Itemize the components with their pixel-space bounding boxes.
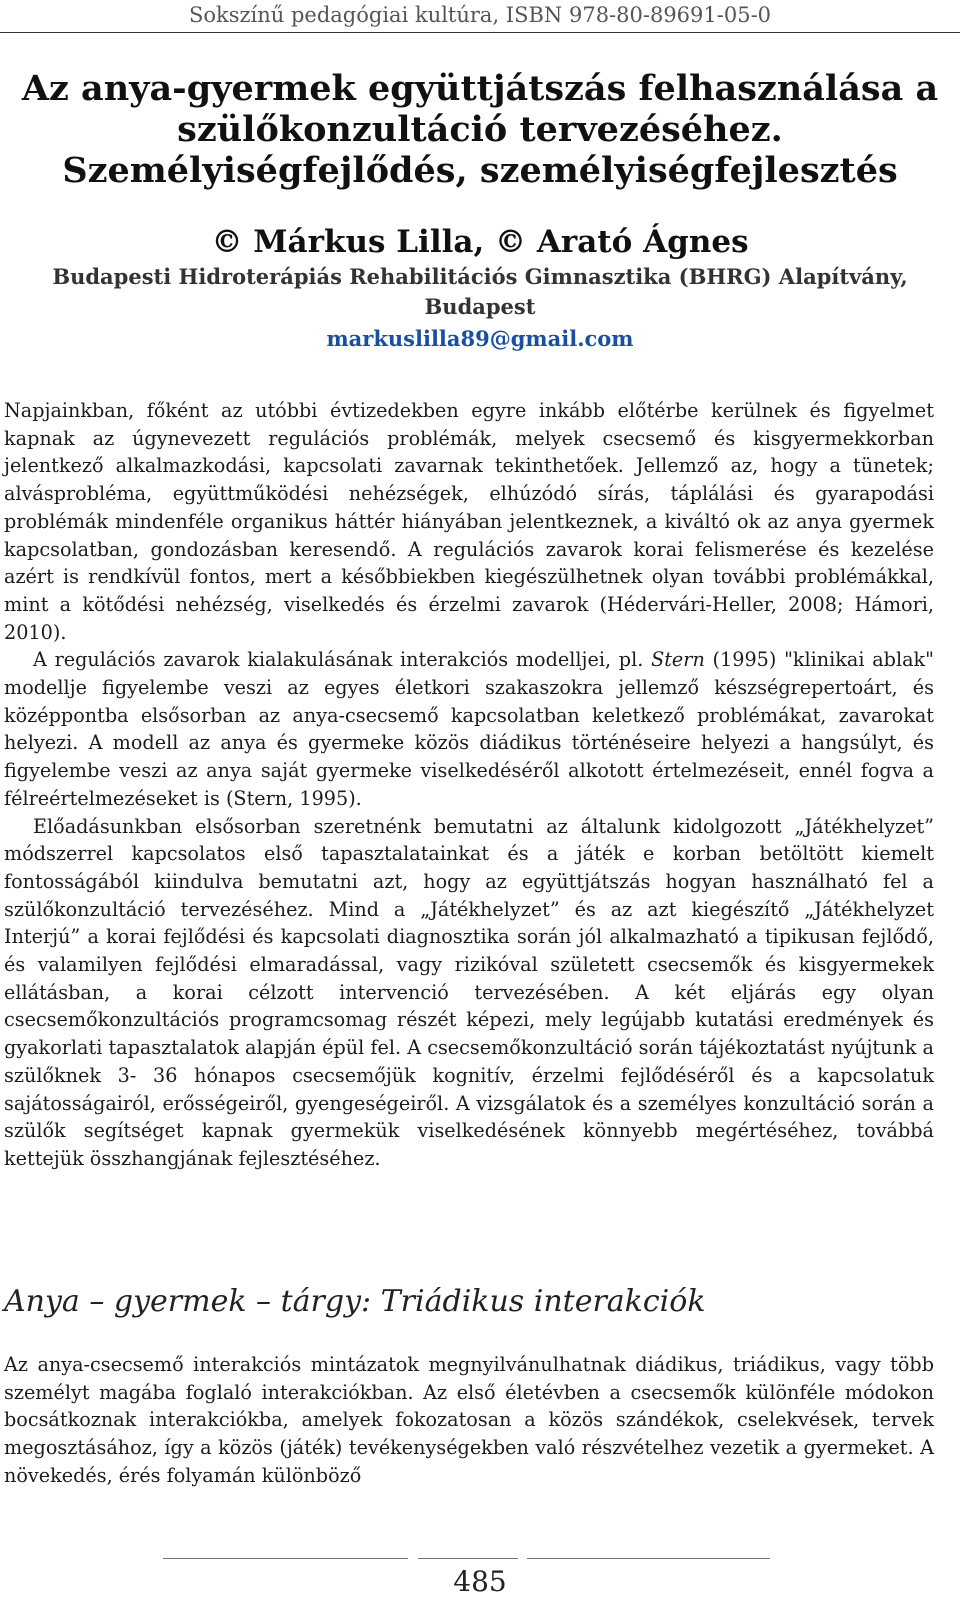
title-line-3: Személyiségfejlődés, személyiségfejlesztés [62,150,898,191]
section-paragraph: Az anya-csecsemő interakciós mintázatok megnyilvánulhatnak diádikus, triádikus, vagy több személyt magába foglaló interakciókban. Az első életévben a csecsemők különféle módokon bocsátkoznak interakciókba, amelyek fokozatosan a közös szándékok, cselekvések, tervek megosztásához, így a közös (játék) tevékenységekben való részvételhez vezetik a gyermeket. A növekedés, érés folyamán különböző [4,1353,934,1487]
paragraph-2 [4,646,934,812]
section-heading: Anya – gyermek – tárgy: Triádikus interakciók [4,1284,706,1319]
section-body [4,1351,934,1490]
authors: © Márkus Lilla, © Arató Ágnes [211,224,749,260]
footer-rule-right [527,1558,770,1559]
title-line-1: Az anya-gyermek együttjátszás felhasználása a [21,68,939,109]
paragraph-2-after: (1995) "klinikai ablak" modellje figyelembe veszi az egyes életkori szakaszokra jellemző készségrepertoárt, és középpontba elsősorban az anya-csecsemő kapcsolatban keletkező problémákat, zavarokat helyezi. A modell az anya és gyermeke közös diádikus történéseire helyezi a hangsúlyt, és figyelembe veszi az anya saját gyermeke viselkedéséről alkotott értelmezéseit, ennél fogva a félreértelmezéseket is (Stern, 1995). [4,648,934,810]
affiliation-line-2: Budapest [424,294,536,319]
running-header: Sokszínű pedagógiai kultúra, ISBN 978-80-89691-05-0 [188,3,772,27]
footer-rule-left [163,1558,408,1559]
citation-stern: Stern [651,648,705,672]
paragraph-2-before: A regulációs zavarok kialakulásának interakciós modelljei, pl. [33,648,652,672]
affiliation-line-1: Budapesti Hidroterápiás Rehabilitációs Gimnasztika (BHRG) Alapítvány, [52,264,908,289]
paragraph-1: Napjainkban, főként az utóbbi évtizedekben egyre inkább előtérbe kerülnek és figyelmet kapnak az úgynevezett regulációs problémák, melyek csecsemő és kisgyermekkorban jelentkező alkalmazkodási, kapcsolati zavarnak tekinthetőek. Jellemző az, hogy a tünetek; alvásprobléma, együttműködési nehézségek, elhúzódó sírás, táplálási és gyarapodási problémák mindenféle organikus háttér hiányában jelentkeznek, a kiváltó ok az anya gyermek kapcsolatban, gondozásban keresendő. A regulációs zavarok korai felismerése és kezelése azért is rendkívül fontos, mert a későbbiekben kiegészülhetnek olyan további problémákkal, mint a kötődési nehézség, viselkedés és érzelmi zavarok (Hédervári-Heller, 2008; Hámori, 2010). [4,399,934,644]
header-rule [0,32,960,33]
email-link[interactable]: markuslilla89@gmail.com [326,326,634,351]
paper-title [0,68,960,191]
page-number: 485 [453,1565,507,1598]
abstract-body [4,397,934,1173]
paragraph-3: Előadásunkban elsősorban szeretnénk bemutatni az általunk kidolgozott „Játékhelyzet” módszerrel kapcsolatos első tapasztalatainkat és a játék e korban betöltött kiemelt fontosságából kiindulva bemutatni azt, hogy az együttjátszás hogyan használható fel a szülőkonzultáció tervezéséhez. Mind a „Játékhelyzet” és az azt kiegészítő „Játékhelyzet Interjú” a korai fejlődési és kapcsolati diagnosztika során jól alkalmazható a tipikusan fejlődő, és valamilyen fejlődési elmaradással, vagy rizikóval született csecsemők és kisgyermekek ellátásban, a korai célzott intervenció tervezésében. A két eljárás egy olyan csecsemőkonzultációs programcsomag részét képezi, mely legújabb kutatási eredmények és gyakorlati tapasztalatok alapján épül fel. A csecsemőkonzultáció során tájékoztatást nyújtunk a szülőknek 3- 36 hónapos csecsemőjük kognitív, érzelmi fejlődéséről és a kapcsolatuk sajátosságairól, erősségeiről, gyengeségeiről. A vizsgálatok és a személyes konzultáció során a szülők segítséget kapnak gyermekük viselkedésének könnyebb megértéséhez, továbbá kettejük összhangjának fejlesztéséhez. [4,814,934,1170]
affiliation [0,262,960,322]
footer-rule-center [418,1558,518,1559]
title-line-2: szülőkonzultáció tervezéséhez. [177,109,783,150]
